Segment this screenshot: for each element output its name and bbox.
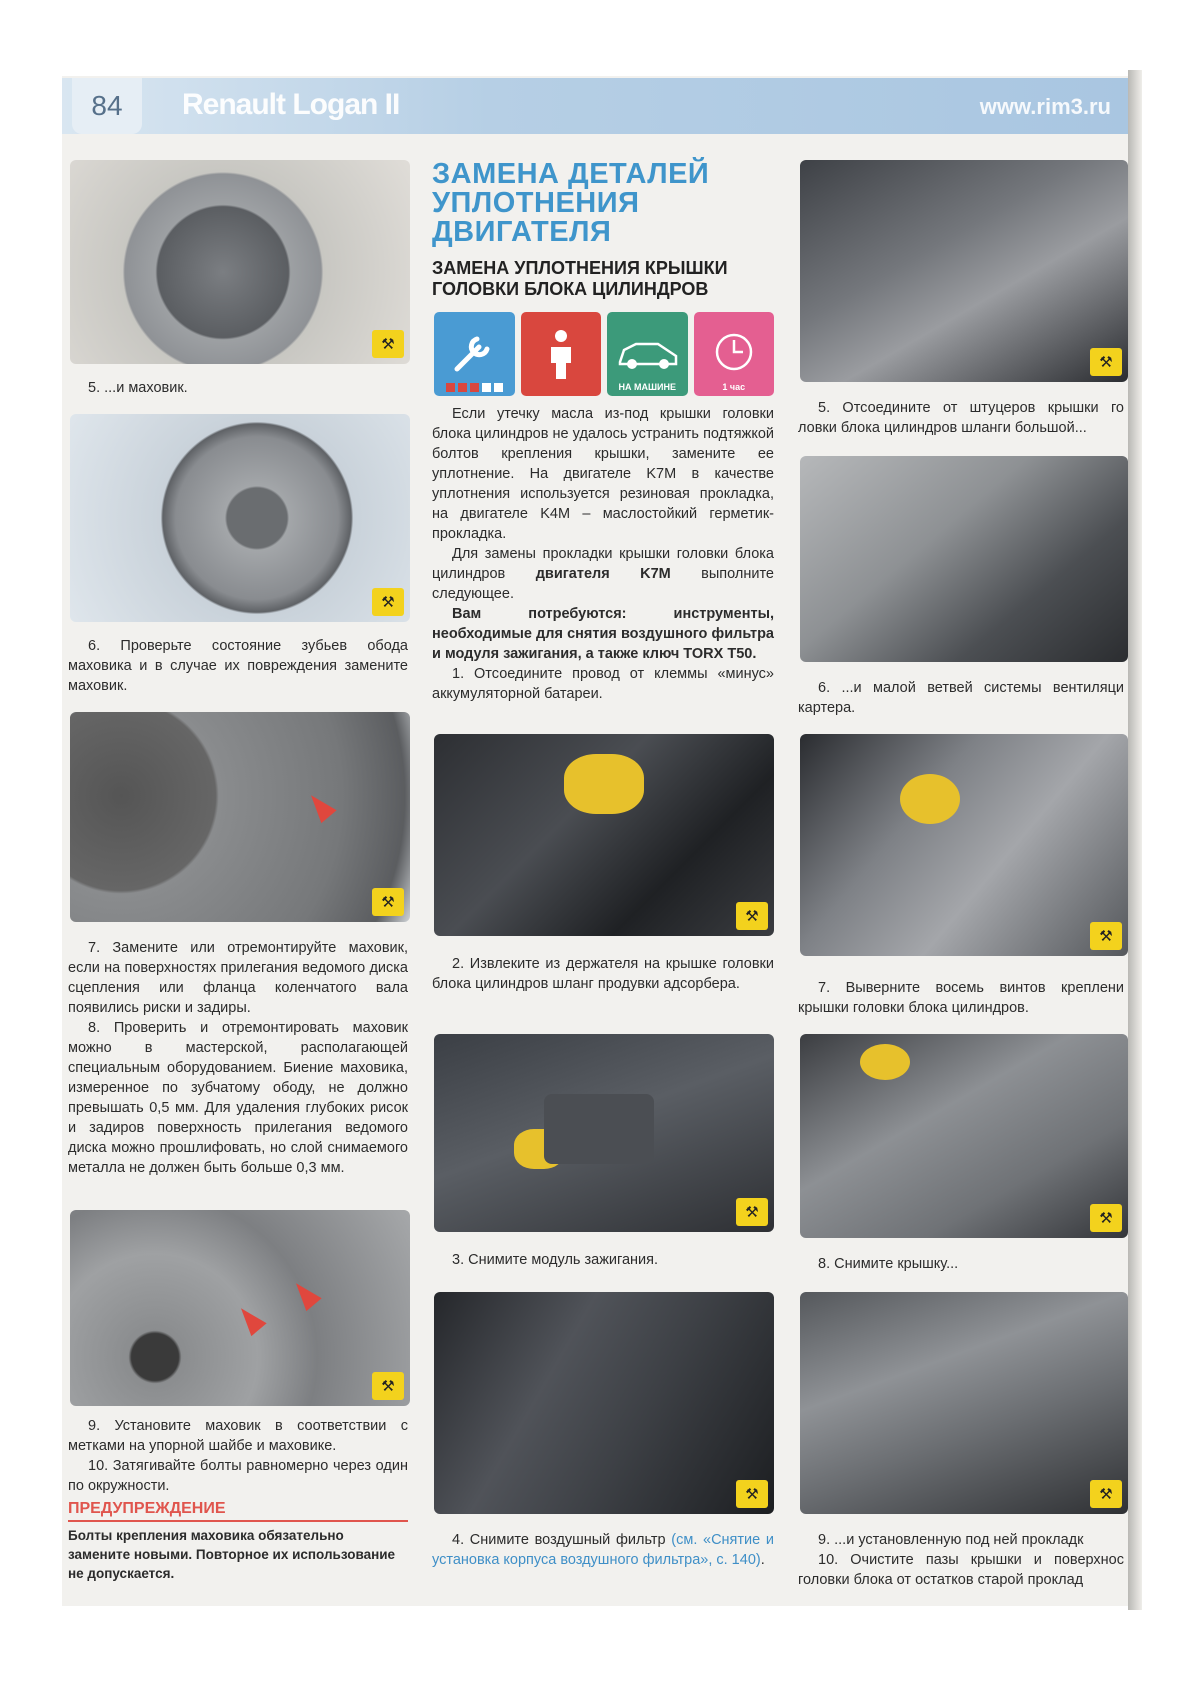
- right-caption-6: 6. ...и малой ветвей системы вентиляци картера.: [798, 680, 1124, 716]
- wrench-tag-icon: ⚒: [1090, 922, 1122, 950]
- section-subtitle: ЗАМЕНА УПЛОТНЕНИЯ КРЫШКИ ГОЛОВКИ БЛОКА ЦИЛИНДРОВ: [432, 258, 728, 299]
- photo-flywheel-removal: [70, 160, 410, 364]
- book-title: Renault Logan II: [182, 88, 400, 121]
- wrench-tag-icon: ⚒: [372, 330, 404, 358]
- left-caption-5: 5. ...и маховик.: [88, 380, 188, 396]
- oil-cap: [900, 774, 960, 824]
- website: www.rim3.ru: [979, 94, 1111, 119]
- middle-caption-3: 3. Снимите модуль зажигания.: [452, 1252, 659, 1268]
- photo-air-filter: [434, 1292, 774, 1514]
- wrench-tag-icon: ⚒: [736, 1198, 768, 1226]
- person-icon: [521, 312, 602, 396]
- wrench-tag-icon: ⚒: [736, 1480, 768, 1508]
- red-arrow-icon: [288, 1277, 321, 1311]
- warning-title: ПРЕДУПРЕЖДЕНИЕ: [68, 1500, 408, 1522]
- middle-caption-2: 2. Извлеките из держателя на крышке головки блока цилиндров шланг продувки адсорбера.: [432, 956, 774, 992]
- photo-flywheel-teeth: [70, 414, 410, 622]
- red-arrow-icon: [233, 1302, 266, 1336]
- photo-flywheel-surface: [70, 712, 410, 922]
- photo-gasket: [800, 1292, 1128, 1514]
- car-icon: НА МАШИНЕ: [607, 312, 688, 396]
- clock-icon: 1 час: [694, 312, 775, 396]
- tools-difficulty-icon: [434, 312, 515, 396]
- oil-cap: [860, 1044, 910, 1080]
- photo-ignition-module: [434, 1034, 774, 1232]
- photo-cover-screws: [800, 734, 1128, 956]
- left-caption-6: 6. Проверьте состояние зубьев обода маховика и в случае их повреждения замените маховик.: [68, 638, 408, 694]
- wrench-tag-icon: ⚒: [372, 588, 404, 616]
- page-number: 84: [72, 78, 142, 134]
- photo-battery-terminal: [434, 734, 774, 936]
- middle-intro-text: Если утечку масла из-под крышки головки блока цилиндров не удалось устранить подтяжкой болтов крепления крышки, замените ее уплотнение. На двигателе K7M в качестве уплотнения используется резиновая прокладка, на двигателе K4M – маслостойкий герметик-прокладка. Для замены прокладки крышки головки блока цилиндров двигателя K7M выполните следующее. Вам потребуются: инструменты, необходимые для снятия воздушного фильтра и модуля зажигания, а также ключ TORX T50. 1. Отсоедините провод от клеммы «минус» аккумуляторной батареи.: [432, 406, 774, 702]
- page-spine-shadow: [1128, 70, 1142, 1610]
- wrench-tag-icon: ⚒: [1090, 1480, 1122, 1508]
- right-caption-5: 5. Отсоедините от штуцеров крышки го ловки блока цилиндров шланги большой...: [798, 400, 1124, 436]
- wrench-tag-icon: ⚒: [1090, 348, 1122, 376]
- photo-remove-cover: [800, 1034, 1128, 1238]
- wrench-tag-icon: ⚒: [1090, 1204, 1122, 1232]
- photo-hose-small: [800, 456, 1128, 662]
- photo-flywheel-marks: [70, 1210, 410, 1406]
- wrench-tag-icon: ⚒: [372, 888, 404, 916]
- right-caption-7: 7. Выверните восемь винтов креплени крышки головки блока цилиндров.: [798, 980, 1124, 1016]
- left-caption-7-8: 7. Замените или отремонтируйте маховик, если на поверхностях прилегания ведомого диска сцепления или фланца коленчатого вала появились риски и задиры. 8. Проверить и отремонтировать маховик можно в мастерской, располагающей специальным оборудованием. Биение маховика, измеренное по зубчатому ободу, не должно превышать 0,5 мм. Для удаления глубоких рисок и задиров поверхность прилегания ведомого диска можно прошлифовать, но слой снимаемого металла не должен быть больше 0,3 мм.: [68, 940, 408, 1176]
- photo-hose-large: [800, 160, 1128, 382]
- wrench-tag-icon: ⚒: [372, 1372, 404, 1400]
- oil-cap: [564, 754, 644, 814]
- middle-caption-4: 4. Снимите воздушный фильтр (см. «Снятие и установка корпуса воздушного фильтра», с. 140).: [432, 1532, 774, 1568]
- wrench-tag-icon: ⚒: [736, 902, 768, 930]
- right-caption-9-10: 9. ...и установленную под ней прокладк 10. Очистите пазы крышки и поверхнос головки блока от остатков старой проклад: [798, 1532, 1124, 1588]
- red-arrow-icon: [303, 789, 336, 823]
- right-caption-8: 8. Снимите крышку...: [818, 1256, 959, 1272]
- section-title: ЗАМЕНА ДЕТАЛЕЙ УПЛОТНЕНИЯ ДВИГАТЕЛЯ: [432, 158, 710, 248]
- ignition-module: [544, 1094, 654, 1164]
- difficulty-icons: [434, 312, 774, 396]
- left-caption-9-10: 9. Установите маховик в соответствии с метками на упорной шайбе и маховике. 10. Затягивайте болты равномерно через один по окружности.: [68, 1418, 408, 1494]
- warning-text: Болты крепления маховика обязательно замените новыми. Повторное их использование не допускается.: [68, 1528, 396, 1581]
